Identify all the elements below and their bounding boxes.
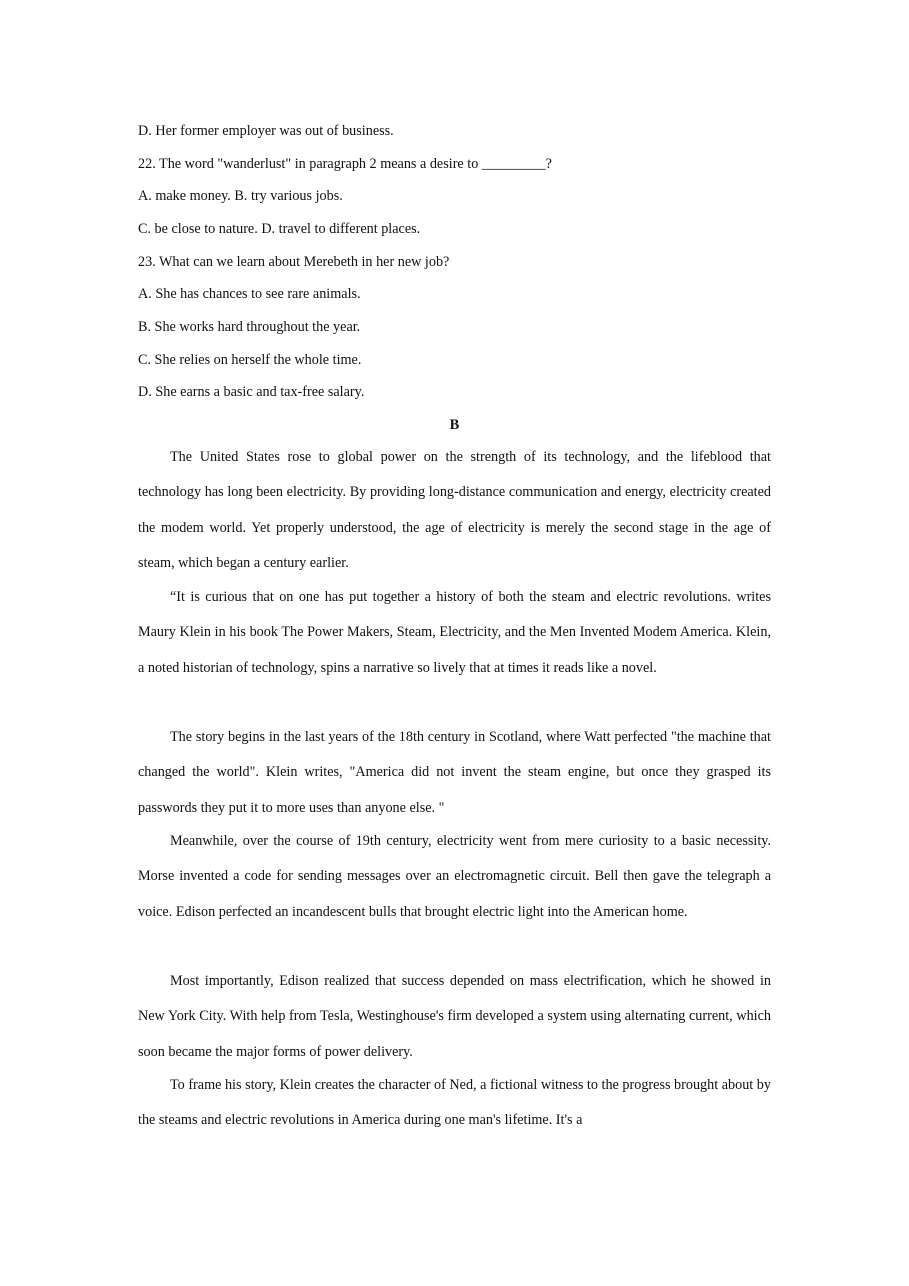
paragraph-5: Most importantly, Edison realized that success depended on mass electrification, which he showed in New York City. With help from Tesla, Westinghouse's firm developed a system using alternating current, which soon became the major forms of power delivery.: [138, 973, 771, 1060]
question-23: 23. What can we learn about Merebeth in her new job?: [138, 254, 450, 270]
answer-options-22cd: C. be close to nature. D. travel to different places.: [138, 221, 421, 237]
paragraph-1: The United States rose to global power on the strength of its technology, and the lifeblood that technology has long been electricity. By providing long-distance communication and energy, electricity created the modem world. Yet properly understood, the age of electricity is merely the second stage in the age of steam, which began a century earlier.: [138, 449, 771, 572]
answer-options-22ab: A. make money. B. try various jobs.: [138, 188, 343, 204]
section-heading: B: [449, 417, 460, 433]
paragraph-3: The story begins in the last years of the 18th century in Scotland, where Watt perfected "the machine that changed the world". Klein writes, "America did not invent the steam engine, but once they grasped its passwords they put it to more uses than anyone else. ": [138, 729, 771, 816]
question-22: 22. The word "wanderlust" in paragraph 2 means a desire to _________?: [138, 156, 552, 172]
paragraph-6: To frame his story, Klein creates the character of Ned, a fictional witness to the progress brought about by the steams and electric revolutions in America during one man's lifetime. It's a: [138, 1077, 771, 1129]
answer-option-21d: D. Her former employer was out of business.: [138, 123, 394, 139]
answer-option-23a: A. She has chances to see rare animals.: [138, 286, 361, 302]
paragraph-2: “It is curious that on one has put together a history of both the steam and electric revolutions. writes Maury Klein in his book The Power Makers, Steam, Electricity, and the Men Invented Modem America. Klein, a noted historian of technology, spins a narrative so lively that at times it reads like a novel.: [138, 589, 771, 676]
answer-option-23d: D. She earns a basic and tax-free salary.: [138, 384, 365, 400]
paragraph-4: Meanwhile, over the course of 19th century, electricity went from mere curiosity to a basic necessity. Morse invented a code for sending messages over an electromagnetic circuit. Bell then gave the telegraph a voice. Edison perfected an incandescent bulls that brought electric light into the American home.: [138, 833, 771, 920]
answer-option-23b: B. She works hard throughout the year.: [138, 319, 361, 335]
answer-option-23c: C. She relies on herself the whole time.: [138, 352, 362, 368]
